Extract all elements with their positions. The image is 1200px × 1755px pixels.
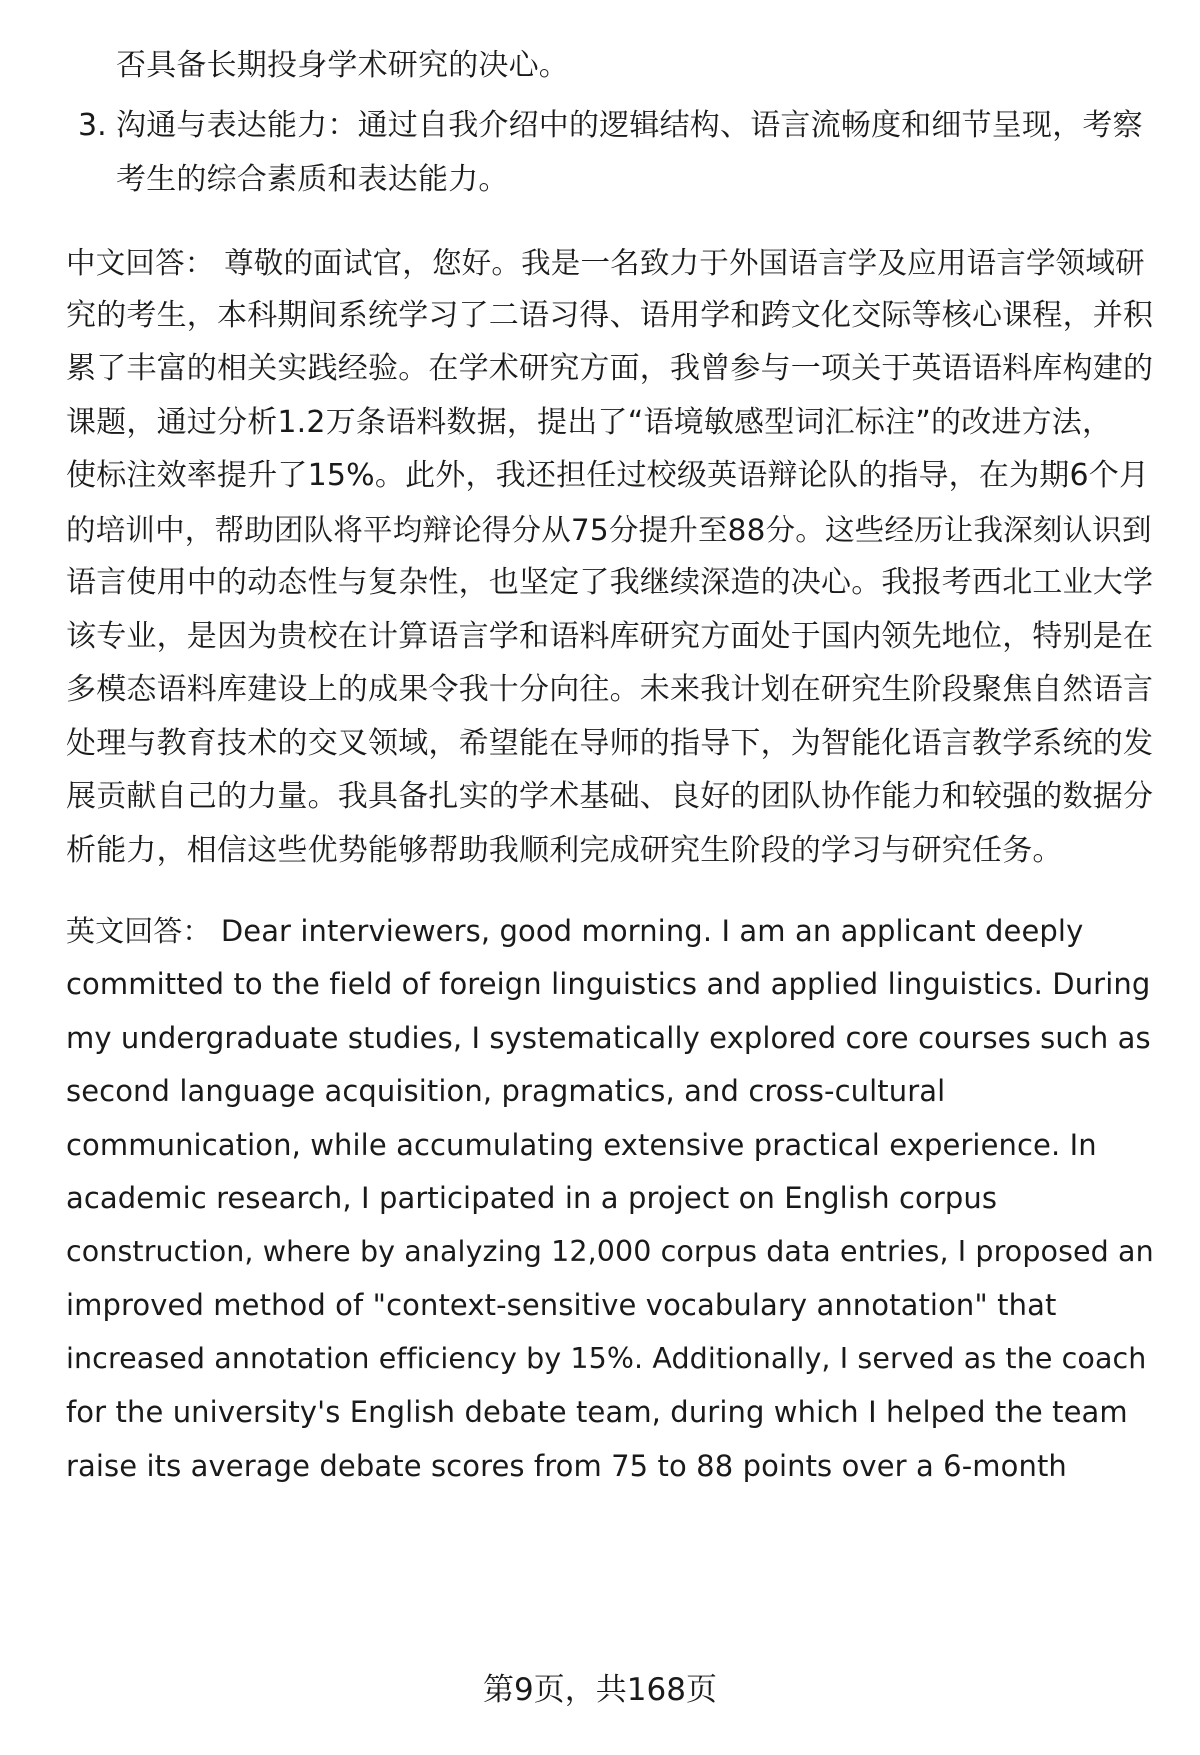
english-answer-line: increased annotation efficiency by 15%. Additionally, I served as the coach <box>66 1342 1147 1375</box>
chinese-answer-line: 究的考生，本科期间系统学习了二语习得、语用学和跨文化交际等核心课程，并积 <box>66 298 1154 333</box>
english-answer-line: raise its average debate scores from 75 to 88 points over a 6-month <box>66 1449 1067 1483</box>
chinese-answer-line: 析能力，相信这些优势能够帮助我顺利完成研究生阶段的学习与研究任务。 <box>66 833 1063 868</box>
english-answer-line: academic research, I participated in a project on English corpus <box>66 1181 998 1215</box>
english-answer-line: improved method of "context-sensitive vocabulary annotation" that <box>66 1288 1057 1322</box>
list-item-3-line-2: 考生的综合素质和表达能力。 <box>116 162 509 197</box>
english-answer-line: for the university's English debate team, during which I helped the team <box>66 1395 1128 1429</box>
list-item-2-continuation: 否具备长期投身学术研究的决心。 <box>116 48 569 83</box>
chinese-answer-line: 的培训中，帮助团队将平均辩论得分从75分提升至88分。这些经历让我深刻认识到 <box>66 513 1152 547</box>
chinese-answer-line: 使标注效率提升了15%。此外，我还担任过校级英语辩论队的指导，在为期6个月 <box>66 458 1150 493</box>
english-answer-line: second language acquisition, pragmatics, and cross-cultural <box>66 1074 946 1108</box>
english-answer-line: construction, where by analyzing 12,000 corpus data entries, I proposed an <box>66 1235 1154 1268</box>
page-number-footer: 第9页，共168页 <box>483 1672 717 1708</box>
chinese-answer-line: 处理与教育技术的交叉领域，希望能在导师的指导下，为智能化语言教学系统的发 <box>66 726 1154 761</box>
english-answer-line: committed to the field of foreign linguistics and applied linguistics. During <box>66 967 1151 1001</box>
chinese-answer-line: 语言使用中的动态性与复杂性，也坚定了我继续深造的决心。我报考西北工业大学 <box>66 565 1154 600</box>
list-item-3-number: 3. <box>78 108 107 143</box>
chinese-answer-line: 多模态语料库建设上的成果令我十分向往。未来我计划在研究生阶段聚焦自然语言 <box>66 672 1154 707</box>
chinese-answer-line: 课题，通过分析1.2万条语料数据，提出了“语境敏感型词汇标注”的改进方法， <box>66 405 1113 440</box>
english-answer-line: my undergraduate studies, I systematically explored core courses such as <box>66 1021 1151 1055</box>
chinese-answer-line: 展贡献自己的力量。我具备扎实的学术基础、良好的团队协作能力和较强的数据分 <box>66 779 1154 814</box>
english-answer-line: communication, while accumulating extensive practical experience. In <box>66 1128 1097 1162</box>
chinese-answer-line: 该专业，是因为贵校在计算语言学和语料库研究方面处于国内领先地位，特别是在 <box>66 619 1154 654</box>
english-answer-line: 英文回答： Dear interviewers, good morning. I am an applicant deeply <box>66 914 1084 948</box>
list-item-3-line-1: 沟通与表达能力：通过自我介绍中的逻辑结构、语言流畅度和细节呈现，考察 <box>116 108 1143 143</box>
chinese-answer-line: 中文回答： 尊敬的面试官，您好。我是一名致力于外国语言学及应用语言学领域研 <box>66 246 1145 280</box>
chinese-answer-line: 累了丰富的相关实践经验。在学术研究方面，我曾参与一项关于英语语料库构建的 <box>66 351 1154 386</box>
